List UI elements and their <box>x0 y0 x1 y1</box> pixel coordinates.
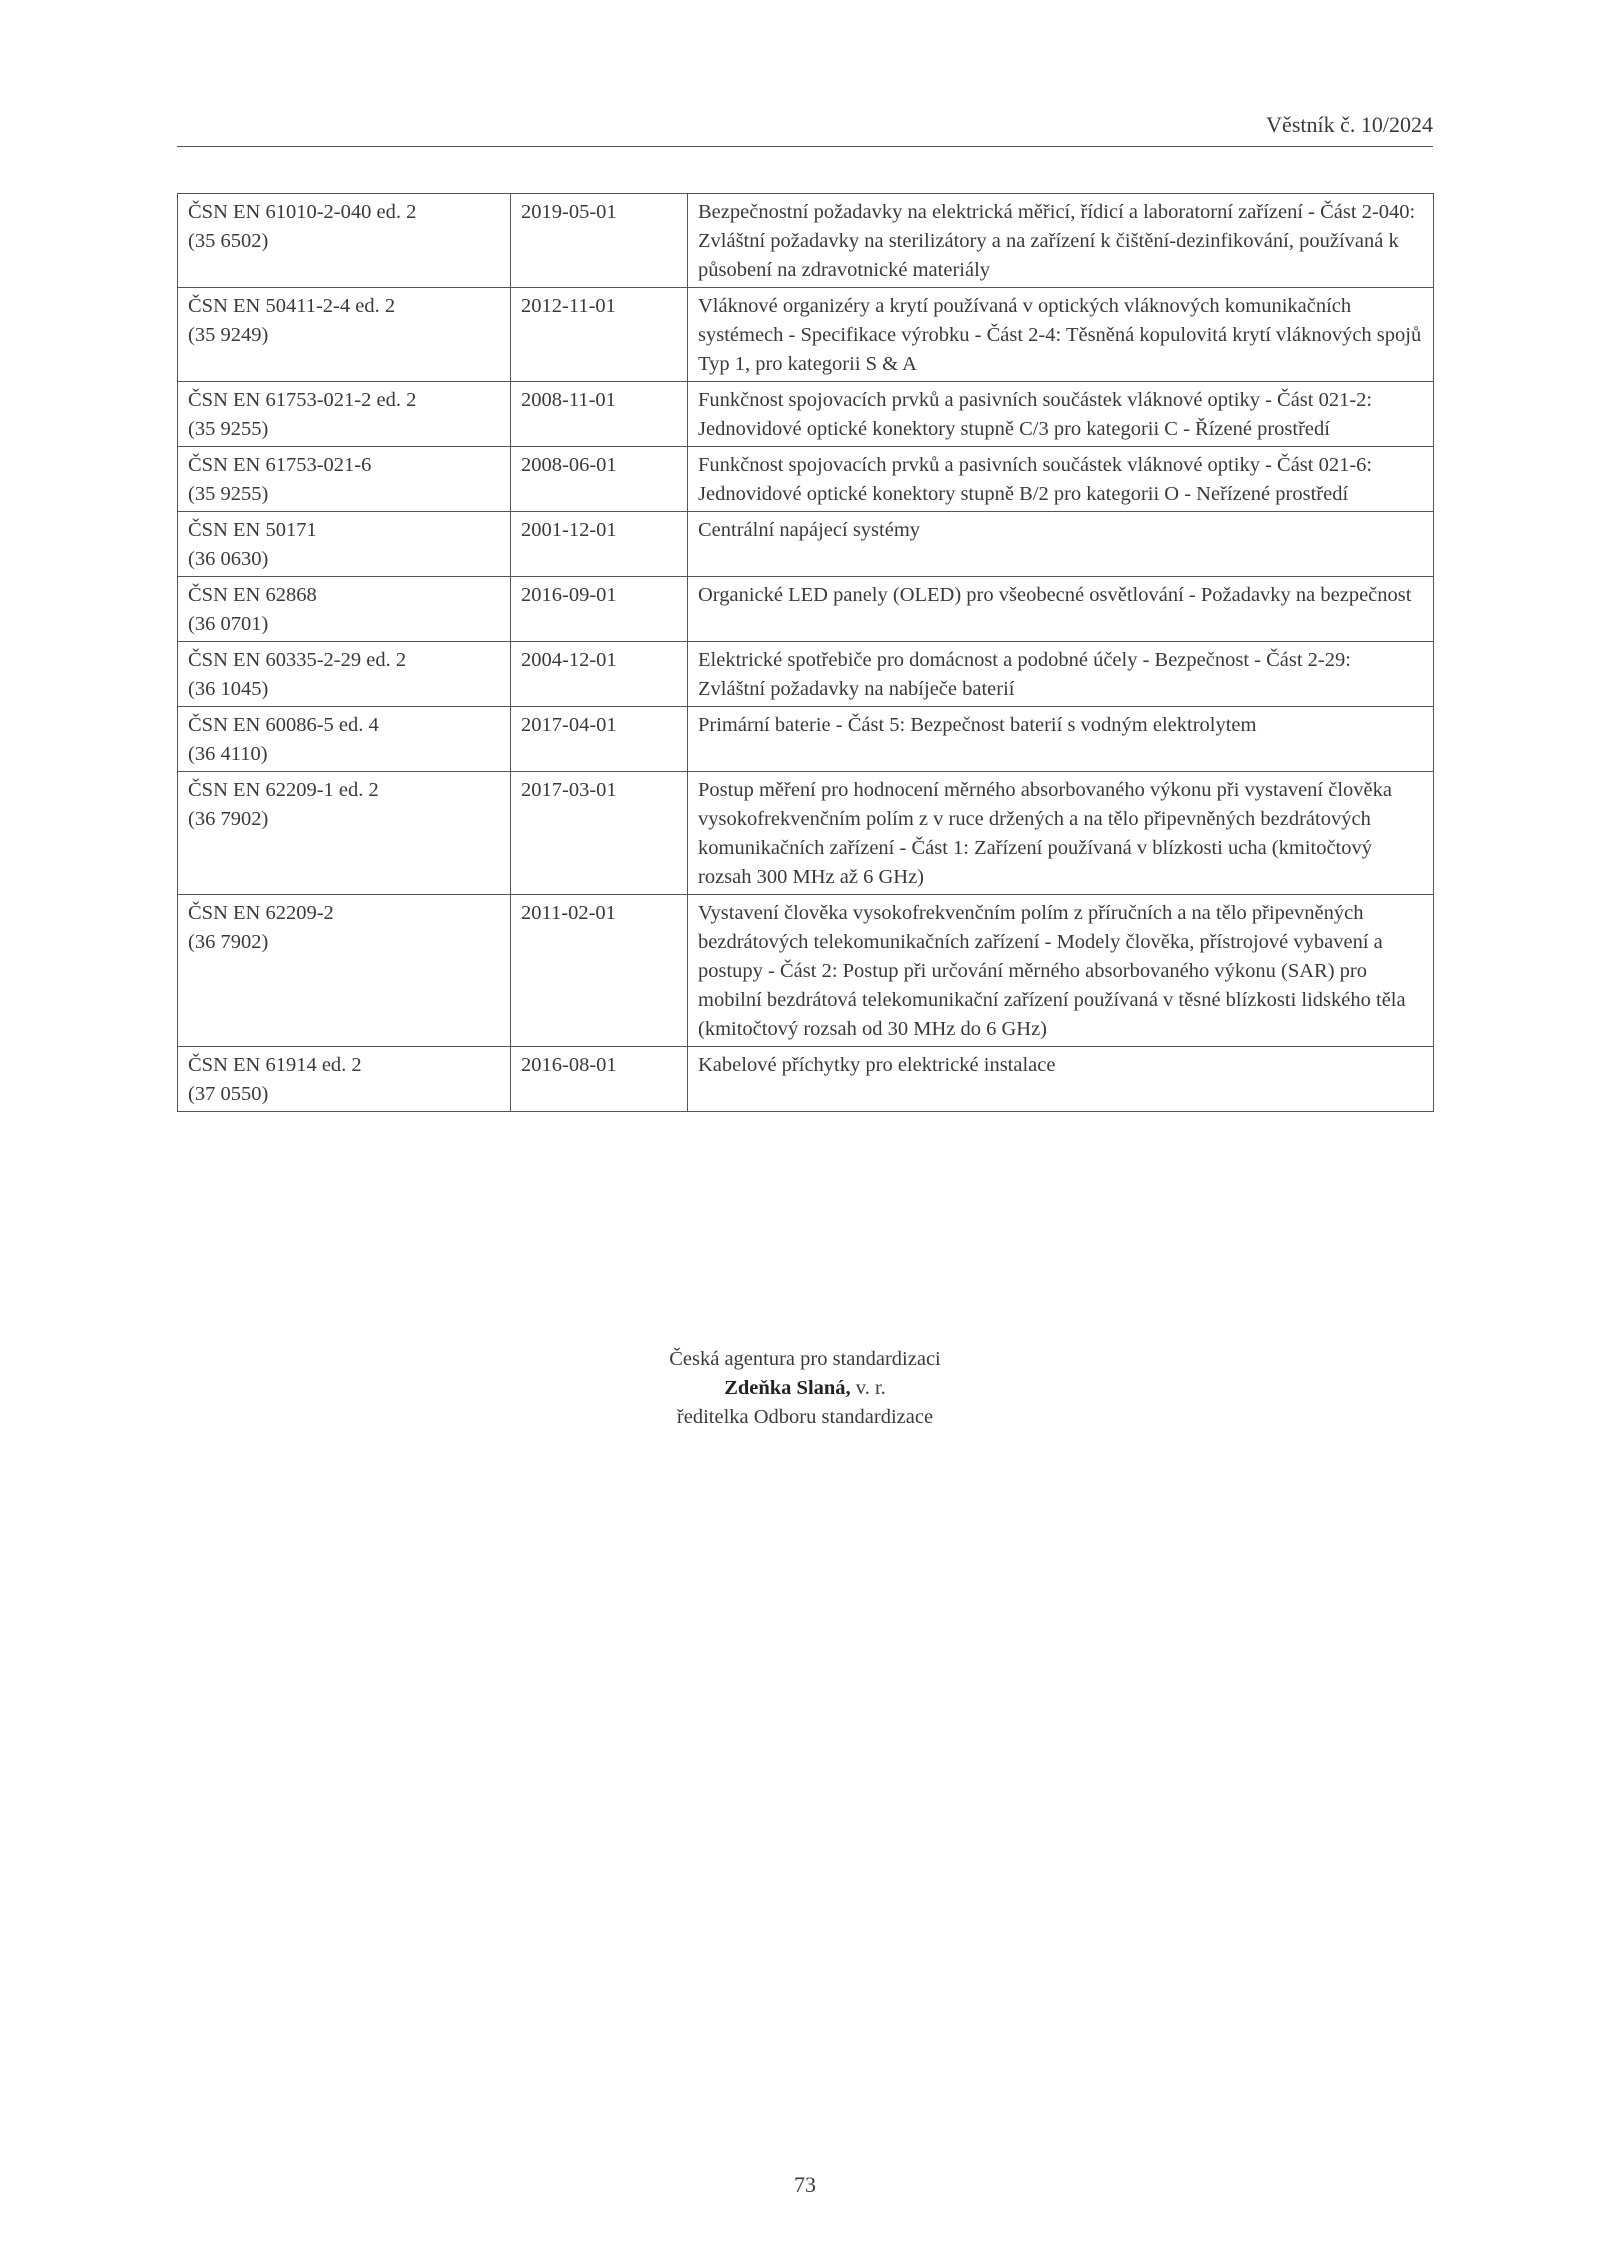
classification-number: (35 9249) <box>188 324 269 346</box>
table-row <box>178 194 1434 288</box>
table-row <box>178 772 1434 895</box>
standards-table-body <box>178 194 1434 1112</box>
table-row <box>178 1047 1434 1112</box>
classification-number: (37 0550) <box>188 1083 269 1105</box>
effective-date: 2008-06-01 <box>511 447 688 512</box>
table-row <box>178 895 1434 1047</box>
standard-title-cell <box>688 194 1434 288</box>
standard-title: Kabelové příchytky pro elektrické instalace <box>698 1054 1056 1076</box>
table-row <box>178 288 1434 382</box>
standard-code-cell <box>178 288 511 382</box>
signature-block <box>0 1345 1600 1432</box>
standard-code: ČSN EN 61753-021-2 ed. 2 <box>188 389 417 411</box>
effective-date: 2012-11-01 <box>511 288 688 382</box>
standard-code: ČSN EN 50411-2-4 ed. 2 <box>188 295 396 317</box>
standard-title: Vláknové organizéry a krytí používaná v optických vláknových komunikačních systémech - Specifikace výrobku - Část 2-4: Těsněná kopulovitá krytí vláknových spojů Typ 1, pro kategorii S & A <box>698 295 1422 375</box>
standard-title-cell <box>688 1047 1434 1112</box>
effective-date: 2017-04-01 <box>511 707 688 772</box>
page-header <box>177 112 1433 147</box>
standard-code-cell <box>178 642 511 707</box>
standard-code: ČSN EN 62868 <box>188 584 317 606</box>
effective-date: 2016-08-01 <box>511 1047 688 1112</box>
classification-number: (36 0701) <box>188 613 269 635</box>
standards-table <box>177 193 1434 1112</box>
standard-code-cell <box>178 1047 511 1112</box>
standard-title-cell <box>688 895 1434 1047</box>
bulletin-title: Věstník č. 10/2024 <box>1266 112 1433 137</box>
signatory-suffix: v. r. <box>855 1377 886 1399</box>
effective-date: 2011-02-01 <box>511 895 688 1047</box>
standard-title: Organické LED panely (OLED) pro všeobecné osvětlování - Požadavky na bezpečnost <box>698 584 1412 606</box>
table-row <box>178 577 1434 642</box>
effective-date: 2019-05-01 <box>511 194 688 288</box>
table-row <box>178 447 1434 512</box>
effective-date: 2016-09-01 <box>511 577 688 642</box>
standard-title-cell <box>688 447 1434 512</box>
standard-title: Primární baterie - Část 5: Bezpečnost baterií s vodným elektrolytem <box>698 714 1257 736</box>
standard-title: Funkčnost spojovacích prvků a pasivních součástek vláknové optiky - Část 021-2: Jednovidové optické konektory stupně C/3 pro kategorii C - Řízené prostředí <box>698 389 1373 440</box>
standard-code: ČSN EN 62209-1 ed. 2 <box>188 779 379 801</box>
standard-code-cell <box>178 772 511 895</box>
standard-code: ČSN EN 50171 <box>188 519 317 541</box>
standard-code: ČSN EN 60086-5 ed. 4 <box>188 714 379 736</box>
classification-number: (35 6502) <box>188 230 269 252</box>
table-row <box>178 382 1434 447</box>
standard-code-cell <box>178 382 511 447</box>
standard-code-cell <box>178 447 511 512</box>
table-row <box>178 512 1434 577</box>
classification-number: (36 1045) <box>188 678 269 700</box>
standard-title-cell <box>688 382 1434 447</box>
standard-code: ČSN EN 61010-2-040 ed. 2 <box>188 201 417 223</box>
signatory-name: Zdeňka Slaná, <box>724 1377 851 1399</box>
classification-number: (36 0630) <box>188 548 269 570</box>
standard-title-cell <box>688 707 1434 772</box>
effective-date: 2004-12-01 <box>511 642 688 707</box>
effective-date: 2017-03-01 <box>511 772 688 895</box>
standard-code: ČSN EN 62209-2 <box>188 902 334 924</box>
standard-code-cell <box>178 895 511 1047</box>
classification-number: (36 7902) <box>188 808 269 830</box>
signatory-role: ředitelka Odboru standardizace <box>676 1406 934 1428</box>
standard-title-cell <box>688 577 1434 642</box>
page-number: 73 <box>794 2172 816 2197</box>
effective-date: 2001-12-01 <box>511 512 688 577</box>
standard-title: Bezpečnostní požadavky na elektrická měřicí, řídicí a laboratorní zařízení - Část 2-040: Zvláštní požadavky na sterilizátory a na zařízení k čištění-dezinfikování, používaná k působení na zdravotnické materiály <box>698 201 1416 281</box>
standard-code: ČSN EN 61914 ed. 2 <box>188 1054 362 1076</box>
standard-code: ČSN EN 60335-2-29 ed. 2 <box>188 649 407 671</box>
standard-code-cell <box>178 577 511 642</box>
standard-title: Postup měření pro hodnocení měrného absorbovaného výkonu při vystavení člověka vysokofrekvenčním polím z v ruce držených a na tělo připevněných bezdrátových komunikačních zařízení - Část 1: Zařízení používaná v blízkosti ucha (kmitočtový rozsah 300 MHz až 6 GHz) <box>698 779 1392 888</box>
classification-number: (35 9255) <box>188 418 269 440</box>
classification-number: (36 7902) <box>188 931 269 953</box>
standard-title-cell <box>688 772 1434 895</box>
standard-code-cell <box>178 512 511 577</box>
standard-code-cell <box>178 707 511 772</box>
standard-title: Elektrické spotřebiče pro domácnost a podobné účely - Bezpečnost - Část 2-29: Zvláštní požadavky na nabíječe baterií <box>698 649 1351 700</box>
standard-code: ČSN EN 61753-021-6 <box>188 454 372 476</box>
classification-number: (36 4110) <box>188 743 268 765</box>
standard-title-cell <box>688 288 1434 382</box>
standard-title-cell <box>688 642 1434 707</box>
standard-title: Funkčnost spojovacích prvků a pasivních součástek vláknové optiky - Část 021-6: Jednovidové optické konektory stupně B/2 pro kategorii O - Neřízené prostředí <box>698 454 1373 505</box>
effective-date: 2008-11-01 <box>511 382 688 447</box>
agency-name: Česká agentura pro standardizaci <box>669 1348 941 1370</box>
table-row <box>178 642 1434 707</box>
standard-code-cell <box>178 194 511 288</box>
standard-title: Vystavení člověka vysokofrekvenčním polím z příručních a na tělo připevněných bezdrátových telekomunikačních zařízení - Modely člověka, přístrojové vybavení a postupy - Část 2: Postup při určování měrného absorbovaného výkonu (SAR) pro mobilní bezdrátová telekomunikační zařízení používaná v těsné blízkosti lidského těla (kmitočtový rozsah od 30 MHz do 6 GHz) <box>698 902 1406 1040</box>
table-row <box>178 707 1434 772</box>
standard-title: Centrální napájecí systémy <box>698 519 921 541</box>
standard-title-cell <box>688 512 1434 577</box>
signatory-line <box>0 1374 1600 1403</box>
classification-number: (35 9255) <box>188 483 269 505</box>
